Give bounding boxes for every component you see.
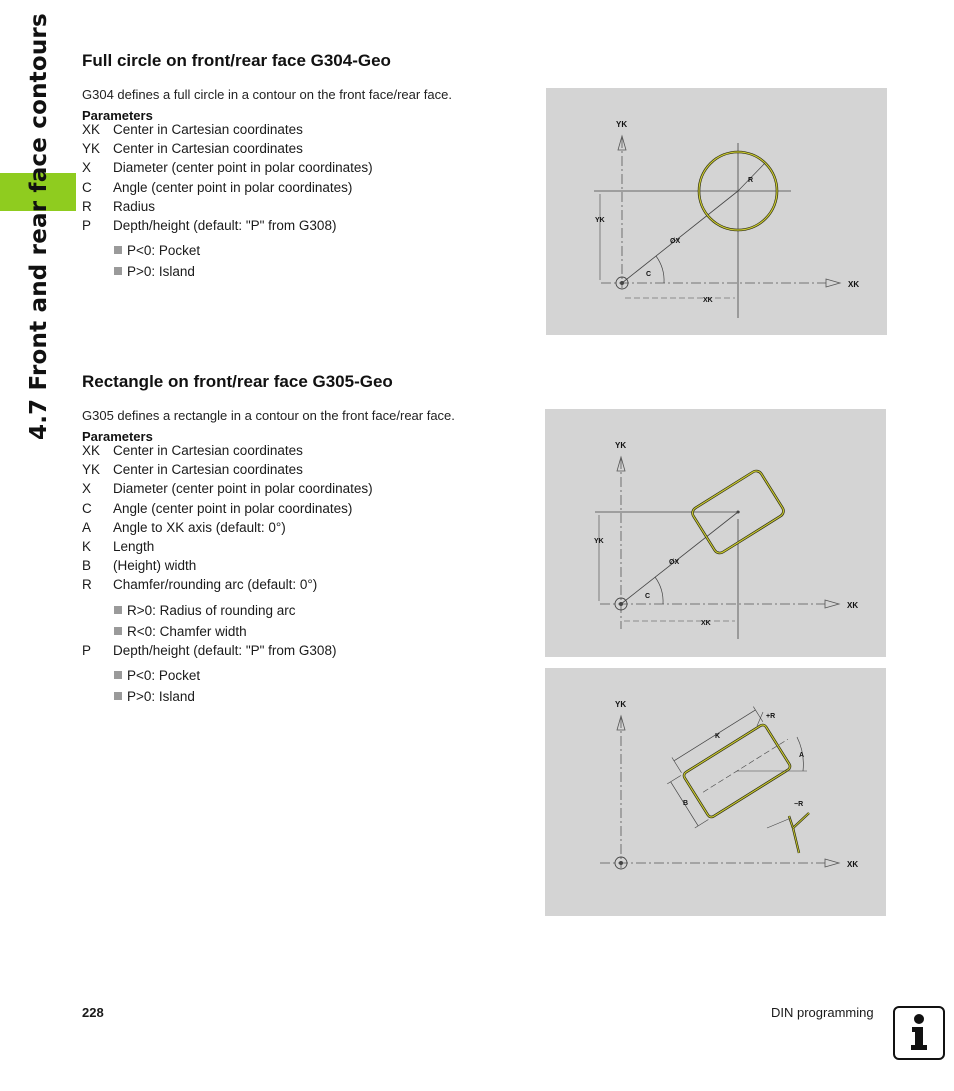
angle-c-label: C xyxy=(645,593,651,600)
figure-rectangle-dimensions xyxy=(545,668,886,916)
plus-r-label: +R xyxy=(766,713,776,720)
length-k-label: K xyxy=(715,733,721,740)
param-row: R Radius xyxy=(82,198,156,214)
chapter-title xyxy=(24,13,62,440)
section-intro-g304: G304 defines a full circle in a contour on the front face/rear face. xyxy=(82,87,452,102)
list-item: P<0: Pocket xyxy=(114,665,200,686)
param-row: P Depth/height (default: "P" from G308) xyxy=(82,217,337,233)
section-intro-g305: G305 defines a rectangle in a contour on the front face/rear face. xyxy=(82,408,455,423)
param-row: XK Center in Cartesian coordinates xyxy=(82,443,303,458)
xk-dimension-label: XK xyxy=(701,620,711,627)
param-row: C Angle (center point in polar coordinates) xyxy=(82,500,353,516)
param-row: K Length xyxy=(82,538,155,554)
param-p-g305 xyxy=(82,641,336,660)
bullet-square-icon xyxy=(114,267,122,275)
info-glyph xyxy=(904,1013,934,1053)
section-heading-g304: Full circle on front/rear face G304-Geo xyxy=(82,51,391,70)
list-item: R<0: Chamfer width xyxy=(114,621,295,642)
xk-axis-label: XK xyxy=(847,860,859,869)
figure-full-circle xyxy=(546,88,887,335)
param-list-g305 xyxy=(82,441,373,595)
radius-r-label: R xyxy=(748,177,754,184)
param-row: A Angle to XK axis (default: 0°) xyxy=(82,519,286,535)
bullet-square-icon xyxy=(114,692,122,700)
figure-rectangle-position xyxy=(545,409,886,657)
list-item: P>0: Island xyxy=(114,261,200,282)
param-row: B (Height) width xyxy=(82,558,197,574)
list-item: P<0: Pocket xyxy=(114,240,200,261)
p-options-g305 xyxy=(114,665,200,707)
diameter-x-label: ØX xyxy=(669,559,680,566)
bullet-square-icon xyxy=(114,246,122,254)
param-list-g304 xyxy=(82,120,373,235)
yk-dimension-label: YK xyxy=(594,538,604,545)
param-row: C Angle (center point in polar coordinates) xyxy=(82,179,353,195)
param-row: X Diameter (center point in polar coordinates) xyxy=(82,160,373,176)
bullet-square-icon xyxy=(114,671,122,679)
param-row: YK Center in Cartesian coordinates xyxy=(82,462,303,478)
diameter-x-label: ØX xyxy=(670,238,681,245)
width-b-label: B xyxy=(683,800,689,807)
param-row: X Diameter (center point in polar coordinates) xyxy=(82,481,373,497)
minus-r-label: −R xyxy=(794,801,804,808)
param-row: P Depth/height (default: "P" from G308) xyxy=(82,643,337,658)
xk-axis-label: XK xyxy=(847,601,859,610)
r-options-g305 xyxy=(114,600,295,642)
yk-axis-label: YK xyxy=(616,120,628,129)
info-icon xyxy=(893,1006,945,1060)
page-number: 228 xyxy=(82,1005,104,1020)
section-heading-g305: Rectangle on front/rear face G305-Geo xyxy=(82,372,393,391)
angle-c-label: C xyxy=(646,271,652,278)
bullet-square-icon xyxy=(114,606,122,614)
bullet-square-icon xyxy=(114,627,122,635)
parameters-label-g304: Parameters xyxy=(82,108,153,123)
xk-axis-label: XK xyxy=(848,280,860,289)
param-row: YK Center in Cartesian coordinates xyxy=(82,141,303,157)
parameters-label-g305: Parameters xyxy=(82,429,153,444)
list-item: P>0: Island xyxy=(114,686,200,707)
yk-dimension-label: YK xyxy=(595,217,605,224)
param-row: R Chamfer/rounding arc (default: 0°) xyxy=(82,577,318,593)
param-row: XK Center in Cartesian coordinates xyxy=(82,122,303,137)
xk-dimension-label: XK xyxy=(703,297,713,304)
yk-axis-label: YK xyxy=(615,700,627,709)
p-options-g304 xyxy=(114,240,200,282)
chapter-footer: DIN programming xyxy=(771,1005,874,1020)
chapter-title-text: 4.7 Front and rear face contours xyxy=(26,13,52,440)
yk-axis-label: YK xyxy=(615,441,627,450)
angle-a-label: A xyxy=(799,752,805,759)
list-item: R>0: Radius of rounding arc xyxy=(114,600,295,621)
